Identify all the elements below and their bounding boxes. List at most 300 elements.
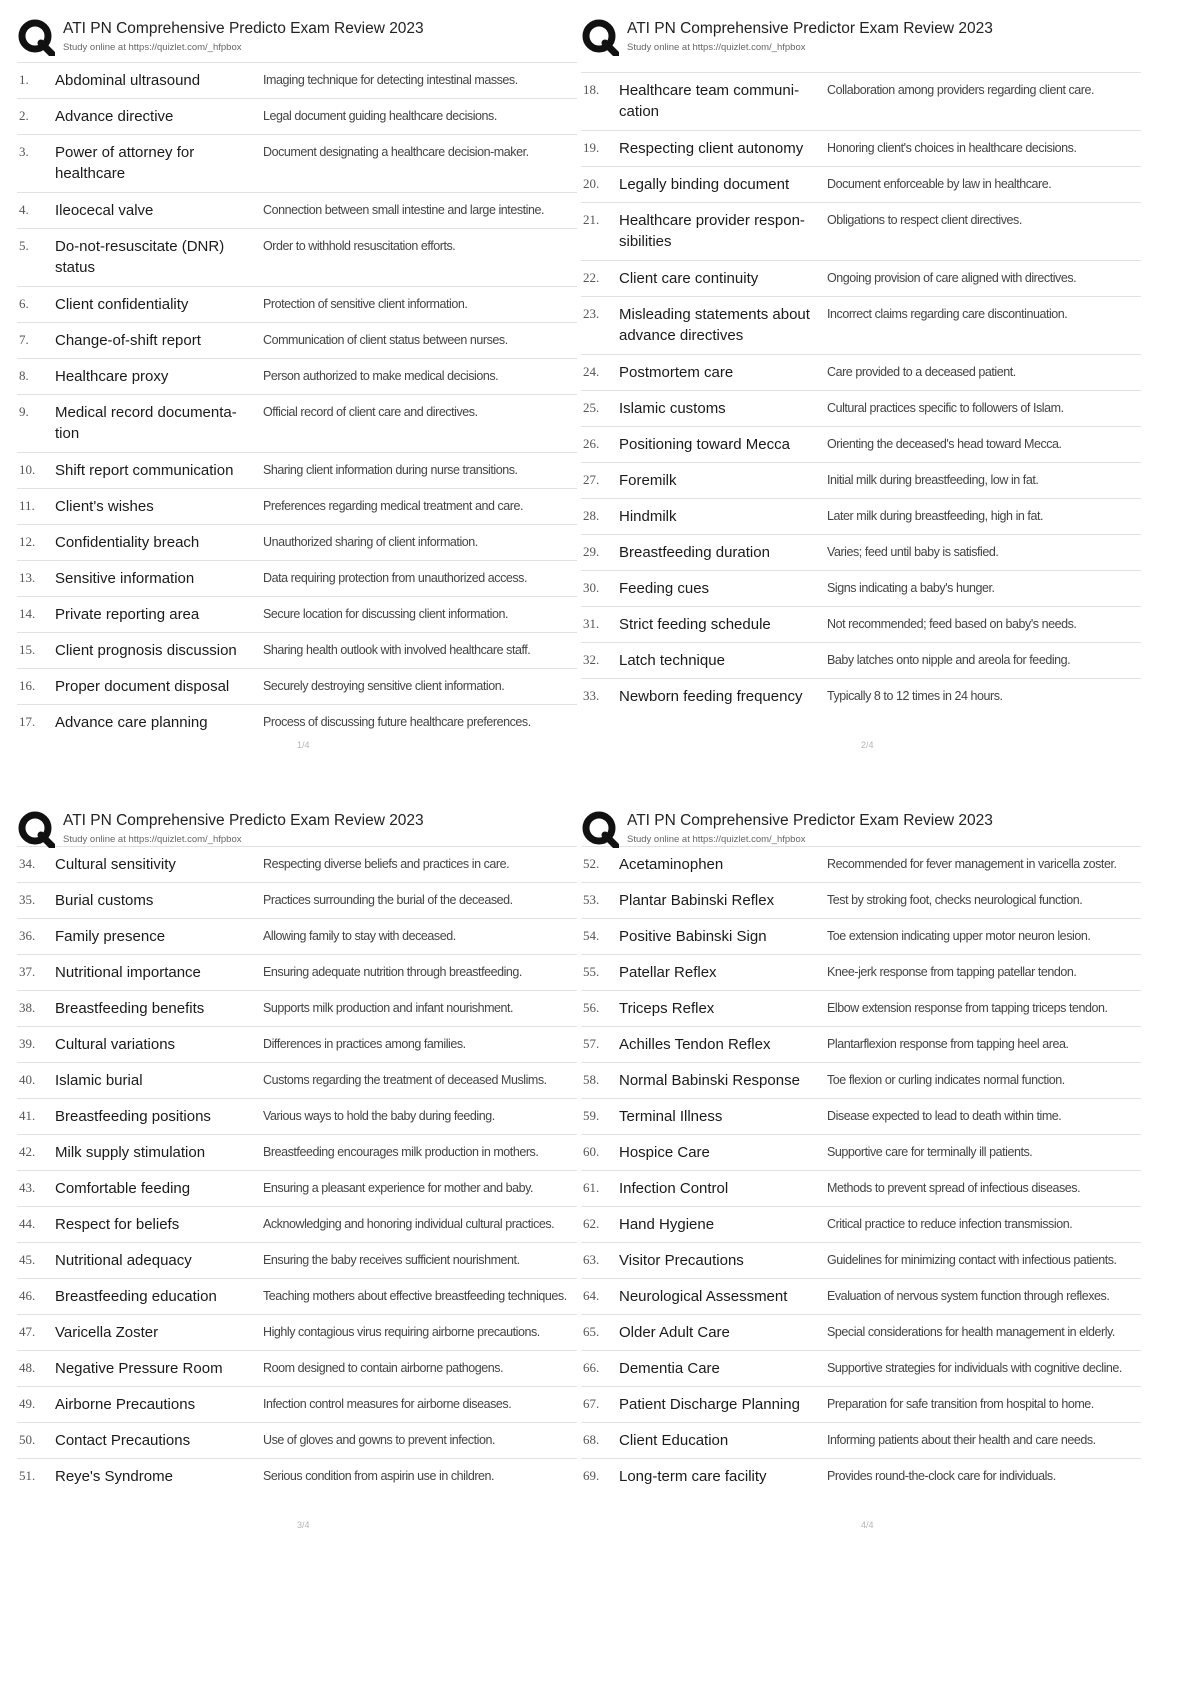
page-header bbox=[17, 18, 577, 62]
term-number: 34. bbox=[19, 856, 36, 871]
term-label: Advance care planning bbox=[55, 714, 208, 731]
term-number: 15. bbox=[19, 642, 36, 657]
term-label: Positive Babinski Sign bbox=[619, 928, 767, 945]
term-row bbox=[17, 98, 577, 134]
term-row bbox=[17, 192, 577, 228]
term-definition: Person authorized to make medical decisions. bbox=[263, 369, 499, 383]
study-online-link[interactable]: Study online at https://quizlet.com/_hfpbox bbox=[63, 834, 242, 845]
term-label: Dementia Care bbox=[619, 1360, 720, 1377]
term-label: Healthcare proxy bbox=[55, 368, 169, 385]
term-row bbox=[17, 394, 577, 452]
term-number: 6. bbox=[19, 296, 29, 311]
term-row bbox=[581, 1062, 1141, 1098]
term-definition: Highly contagious virus requiring airborne precautions. bbox=[263, 1325, 540, 1339]
term-number: 3. bbox=[19, 144, 29, 159]
term-definition: Ensuring adequate nutrition through breastfeeding. bbox=[263, 965, 522, 979]
term-row bbox=[17, 990, 577, 1026]
term-label: Nutritional importance bbox=[55, 964, 201, 981]
term-row bbox=[17, 134, 577, 192]
term-row bbox=[581, 1134, 1141, 1170]
term-definition: Obligations to respect client directives. bbox=[827, 213, 1022, 227]
term-number: 14. bbox=[19, 606, 36, 621]
term-definition: Care provided to a deceased patient. bbox=[827, 365, 1016, 379]
term-label: Do-not-resuscitate (DNR) status bbox=[55, 238, 225, 276]
term-definition: Sharing health outlook with involved healthcare staff. bbox=[263, 643, 531, 657]
term-label: Sensitive information bbox=[55, 570, 195, 587]
term-label: Shift report communication bbox=[55, 462, 234, 479]
term-definition: Elbow extension response from tapping triceps tendon. bbox=[827, 1001, 1108, 1015]
term-label: Proper document disposal bbox=[55, 678, 230, 695]
term-label: Healthcare provider respon-sibilities bbox=[619, 212, 805, 250]
term-row bbox=[581, 534, 1141, 570]
term-number: 45. bbox=[19, 1252, 36, 1267]
quizlet-q-logo-icon bbox=[17, 18, 55, 56]
term-label: Client confidentiality bbox=[55, 296, 189, 313]
term-number: 39. bbox=[19, 1036, 36, 1051]
page-title: ATI PN Comprehensive Predicto Exam Review 2023 bbox=[63, 812, 424, 829]
term-definition: Test by stroking foot, checks neurological function. bbox=[827, 893, 1083, 907]
term-label: Patient Discharge Planning bbox=[619, 1396, 800, 1413]
page-number: 3/4 bbox=[297, 1520, 310, 1530]
term-definition: Recommended for fever management in varicella zoster. bbox=[827, 857, 1117, 871]
term-definition: Preparation for safe transition from hospital to home. bbox=[827, 1397, 1094, 1411]
term-row bbox=[581, 166, 1141, 202]
term-number: 63. bbox=[583, 1252, 600, 1267]
term-definition: Not recommended; feed based on baby's needs. bbox=[827, 617, 1077, 631]
term-number: 68. bbox=[583, 1432, 600, 1447]
term-list bbox=[17, 846, 577, 1494]
term-number: 9. bbox=[19, 404, 29, 419]
term-definition: Supports milk production and infant nourishment. bbox=[263, 1001, 514, 1015]
term-definition: Infection control measures for airborne diseases. bbox=[263, 1397, 512, 1411]
term-definition: Teaching mothers about effective breastfeeding techniques. bbox=[263, 1289, 567, 1303]
term-definition: Order to withhold resuscitation efforts. bbox=[263, 239, 456, 253]
term-row bbox=[17, 1314, 577, 1350]
term-row bbox=[17, 1026, 577, 1062]
term-label: Patellar Reflex bbox=[619, 964, 717, 981]
term-row bbox=[581, 642, 1141, 678]
term-definition: Customs regarding the treatment of deceased Muslims. bbox=[263, 1073, 547, 1087]
term-number: 26. bbox=[583, 436, 600, 451]
term-number: 24. bbox=[583, 364, 600, 379]
term-label: Terminal Illness bbox=[619, 1108, 723, 1125]
term-number: 18. bbox=[583, 82, 600, 97]
term-definition: Preferences regarding medical treatment and care. bbox=[263, 499, 524, 513]
term-definition: Practices surrounding the burial of the deceased. bbox=[263, 893, 513, 907]
term-definition: Critical practice to reduce infection transmission. bbox=[827, 1217, 1073, 1231]
term-definition: Document enforceable by law in healthcare. bbox=[827, 177, 1052, 191]
term-label: Triceps Reflex bbox=[619, 1000, 715, 1017]
term-label: Reye's Syndrome bbox=[55, 1468, 173, 1485]
term-number: 59. bbox=[583, 1108, 600, 1123]
term-definition: Imaging technique for detecting intestinal masses. bbox=[263, 73, 518, 87]
term-label: Long-term care facility bbox=[619, 1468, 767, 1485]
term-row bbox=[581, 1278, 1141, 1314]
term-definition: Varies; feed until baby is satisfied. bbox=[827, 545, 999, 559]
term-definition: Breastfeeding encourages milk production in mothers. bbox=[263, 1145, 539, 1159]
term-number: 50. bbox=[19, 1432, 36, 1447]
term-definition: Ensuring a pleasant experience for mother and baby. bbox=[263, 1181, 534, 1195]
term-number: 2. bbox=[19, 108, 29, 123]
term-row bbox=[17, 560, 577, 596]
term-label: Visitor Precautions bbox=[619, 1252, 744, 1269]
term-number: 60. bbox=[583, 1144, 600, 1159]
term-row bbox=[581, 498, 1141, 534]
term-definition: Acknowledging and honoring individual cultural practices. bbox=[263, 1217, 555, 1231]
term-number: 20. bbox=[583, 176, 600, 191]
term-definition: Incorrect claims regarding care discontinuation. bbox=[827, 307, 1068, 321]
term-row bbox=[581, 1386, 1141, 1422]
term-number: 27. bbox=[583, 472, 600, 487]
term-row bbox=[581, 954, 1141, 990]
term-number: 4. bbox=[19, 202, 29, 217]
term-definition: Official record of client care and directives. bbox=[263, 405, 478, 419]
term-definition: Room designed to contain airborne pathogens. bbox=[263, 1361, 504, 1375]
term-number: 58. bbox=[583, 1072, 600, 1087]
term-label: Latch technique bbox=[619, 652, 725, 669]
page-number: 2/4 bbox=[861, 740, 874, 750]
term-definition: Legal document guiding healthcare decisions. bbox=[263, 109, 497, 123]
term-label: Achilles Tendon Reflex bbox=[619, 1036, 771, 1053]
term-row bbox=[17, 228, 577, 286]
term-number: 49. bbox=[19, 1396, 36, 1411]
term-definition: Plantarflexion response from tapping heel area. bbox=[827, 1037, 1069, 1051]
term-number: 8. bbox=[19, 368, 29, 383]
term-row bbox=[581, 882, 1141, 918]
term-label: Client Education bbox=[619, 1432, 729, 1449]
term-number: 31. bbox=[583, 616, 600, 631]
term-number: 47. bbox=[19, 1324, 36, 1339]
term-row bbox=[17, 322, 577, 358]
term-label: Varicella Zoster bbox=[55, 1324, 159, 1341]
term-label: Breastfeeding education bbox=[55, 1288, 217, 1305]
page-header bbox=[581, 18, 1141, 62]
term-row bbox=[17, 1134, 577, 1170]
term-row bbox=[581, 296, 1141, 354]
term-label: Change-of-shift report bbox=[55, 332, 201, 349]
term-number: 64. bbox=[583, 1288, 600, 1303]
term-label: Breastfeeding duration bbox=[619, 544, 770, 561]
term-number: 17. bbox=[19, 714, 36, 729]
term-label: Medical record documenta-tion bbox=[55, 404, 237, 442]
term-number: 32. bbox=[583, 652, 600, 667]
term-number: 65. bbox=[583, 1324, 600, 1339]
term-row bbox=[17, 668, 577, 704]
term-row bbox=[17, 1170, 577, 1206]
term-label: Family presence bbox=[55, 928, 166, 945]
term-row bbox=[581, 678, 1141, 714]
term-number: 61. bbox=[583, 1180, 600, 1195]
study-online-link[interactable]: Study online at https://quizlet.com/_hfpbox bbox=[627, 42, 806, 53]
term-row bbox=[581, 72, 1141, 130]
page-header bbox=[17, 810, 577, 854]
term-label: Hand Hygiene bbox=[619, 1216, 715, 1233]
term-number: 41. bbox=[19, 1108, 36, 1123]
page-number: 1/4 bbox=[297, 740, 310, 750]
term-label: Airborne Precautions bbox=[55, 1396, 196, 1413]
term-label: Breastfeeding positions bbox=[55, 1108, 211, 1125]
quizlet-q-logo-icon bbox=[581, 18, 619, 56]
term-label: Comfortable feeding bbox=[55, 1180, 191, 1197]
term-definition: Guidelines for minimizing contact with infectious patients. bbox=[827, 1253, 1117, 1267]
term-definition: Allowing family to stay with deceased. bbox=[263, 929, 456, 943]
term-definition: Typically 8 to 12 times in 24 hours. bbox=[827, 689, 1003, 703]
term-label: Acetaminophen bbox=[619, 856, 724, 873]
term-label: Respect for beliefs bbox=[55, 1216, 180, 1233]
term-number: 11. bbox=[19, 498, 35, 513]
term-list bbox=[17, 62, 577, 740]
page-number: 4/4 bbox=[861, 1520, 874, 1530]
term-number: 7. bbox=[19, 332, 29, 347]
term-definition: Baby latches onto nipple and areola for feeding. bbox=[827, 653, 1071, 667]
page-title: ATI PN Comprehensive Predictor Exam Review 2023 bbox=[627, 20, 993, 37]
study-online-link[interactable]: Study online at https://quizlet.com/_hfpbox bbox=[627, 834, 806, 845]
term-label: Cultural variations bbox=[55, 1036, 176, 1053]
term-label: Healthcare team communi-cation bbox=[619, 82, 800, 120]
term-row bbox=[581, 426, 1141, 462]
term-label: Client's wishes bbox=[55, 498, 154, 515]
term-label: Nutritional adequacy bbox=[55, 1252, 192, 1269]
term-definition: Methods to prevent spread of infectious diseases. bbox=[827, 1181, 1081, 1195]
term-label: Client care continuity bbox=[619, 270, 759, 287]
term-definition: Document designating a healthcare decision-maker. bbox=[263, 145, 529, 159]
term-number: 40. bbox=[19, 1072, 36, 1087]
term-row bbox=[581, 1026, 1141, 1062]
term-row bbox=[581, 1458, 1141, 1494]
term-label: Hindmilk bbox=[619, 508, 677, 525]
term-number: 69. bbox=[583, 1468, 600, 1483]
term-definition: Serious condition from aspirin use in children. bbox=[263, 1469, 495, 1483]
term-definition: Securely destroying sensitive client information. bbox=[263, 679, 505, 693]
term-label: Feeding cues bbox=[619, 580, 710, 597]
term-row bbox=[581, 1206, 1141, 1242]
term-definition: Disease expected to lead to death within time. bbox=[827, 1109, 1062, 1123]
term-label: Legally binding document bbox=[619, 176, 790, 193]
term-definition: Special considerations for health management in elderly. bbox=[827, 1325, 1115, 1339]
page-4 bbox=[581, 810, 1141, 1530]
quizlet-q-logo-icon bbox=[581, 810, 619, 848]
term-number: 25. bbox=[583, 400, 600, 415]
term-row bbox=[581, 354, 1141, 390]
term-label: Cultural sensitivity bbox=[55, 856, 176, 873]
term-label: Contact Precautions bbox=[55, 1432, 191, 1449]
term-list bbox=[581, 72, 1141, 714]
term-label: Plantar Babinski Reflex bbox=[619, 892, 775, 909]
term-definition: Data requiring protection from unauthorized access. bbox=[263, 571, 528, 585]
term-definition: Sharing client information during nurse transitions. bbox=[263, 463, 518, 477]
term-definition: Honoring client's choices in healthcare decisions. bbox=[827, 141, 1077, 155]
term-row bbox=[581, 606, 1141, 642]
term-definition: Ensuring the baby receives sufficient nourishment. bbox=[263, 1253, 520, 1267]
term-definition: Knee-jerk response from tapping patellar tendon. bbox=[827, 965, 1077, 979]
term-definition: Secure location for discussing client information. bbox=[263, 607, 508, 621]
term-number: 16. bbox=[19, 678, 36, 693]
term-number: 37. bbox=[19, 964, 36, 979]
term-number: 54. bbox=[583, 928, 600, 943]
term-label: Negative Pressure Room bbox=[55, 1360, 223, 1377]
term-definition: Communication of client status between nurses. bbox=[263, 333, 508, 347]
term-row bbox=[581, 1170, 1141, 1206]
term-number: 48. bbox=[19, 1360, 36, 1375]
term-definition: Use of gloves and gowns to prevent infection. bbox=[263, 1433, 495, 1447]
term-number: 52. bbox=[583, 856, 600, 871]
term-label: Abdominal ultrasound bbox=[55, 72, 201, 89]
term-row bbox=[17, 358, 577, 394]
quizlet-q-logo-icon bbox=[17, 810, 55, 848]
term-row bbox=[17, 704, 577, 740]
term-label: Foremilk bbox=[619, 472, 677, 489]
term-label: Ileocecal valve bbox=[55, 202, 154, 219]
term-definition: Provides round-the-clock care for individuals. bbox=[827, 1469, 1056, 1483]
term-definition: Supportive care for terminally ill patients. bbox=[827, 1145, 1033, 1159]
term-label: Newborn feeding frequency bbox=[619, 688, 803, 705]
term-definition: Protection of sensitive client information. bbox=[263, 297, 468, 311]
page-title: ATI PN Comprehensive Predictor Exam Review 2023 bbox=[627, 812, 993, 829]
term-number: 10. bbox=[19, 462, 36, 477]
term-label: Advance directive bbox=[55, 108, 174, 125]
term-number: 33. bbox=[583, 688, 600, 703]
term-number: 43. bbox=[19, 1180, 36, 1195]
term-number: 46. bbox=[19, 1288, 36, 1303]
term-list bbox=[581, 846, 1141, 1494]
term-row bbox=[17, 632, 577, 668]
term-definition: Connection between small intestine and large intestine. bbox=[263, 203, 544, 217]
term-number: 19. bbox=[583, 140, 600, 155]
term-definition: Differences in practices among families. bbox=[263, 1037, 466, 1051]
term-row bbox=[17, 1278, 577, 1314]
term-row bbox=[17, 882, 577, 918]
page-3 bbox=[17, 810, 577, 1530]
term-definition: Orienting the deceased's head toward Mecca. bbox=[827, 437, 1062, 451]
term-row bbox=[581, 1242, 1141, 1278]
term-row bbox=[581, 570, 1141, 606]
term-label: Private reporting area bbox=[55, 606, 200, 623]
term-number: 57. bbox=[583, 1036, 600, 1051]
term-number: 36. bbox=[19, 928, 36, 943]
term-row bbox=[17, 452, 577, 488]
term-number: 28. bbox=[583, 508, 600, 523]
term-row bbox=[17, 1242, 577, 1278]
term-label: Confidentiality breach bbox=[55, 534, 200, 551]
term-label: Infection Control bbox=[619, 1180, 729, 1197]
term-row bbox=[581, 1098, 1141, 1134]
term-label: Burial customs bbox=[55, 892, 154, 909]
term-number: 23. bbox=[583, 306, 600, 321]
term-label: Breastfeeding benefits bbox=[55, 1000, 205, 1017]
term-row bbox=[17, 1206, 577, 1242]
term-row bbox=[581, 462, 1141, 498]
term-definition: Respecting diverse beliefs and practices in care. bbox=[263, 857, 510, 871]
term-number: 55. bbox=[583, 964, 600, 979]
page-title: ATI PN Comprehensive Predicto Exam Review 2023 bbox=[63, 20, 424, 37]
term-definition: Cultural practices specific to followers of Islam. bbox=[827, 401, 1064, 415]
term-definition: Unauthorized sharing of client information. bbox=[263, 535, 478, 549]
term-label: Milk supply stimulation bbox=[55, 1144, 206, 1161]
term-definition: Supportive strategies for individuals with cognitive decline. bbox=[827, 1361, 1122, 1375]
term-row bbox=[17, 524, 577, 560]
page-header bbox=[581, 810, 1141, 854]
term-number: 30. bbox=[583, 580, 600, 595]
term-label: Misleading statements about advance directives bbox=[619, 306, 810, 344]
term-label: Postmortem care bbox=[619, 364, 734, 381]
term-label: Client prognosis discussion bbox=[55, 642, 237, 659]
term-number: 13. bbox=[19, 570, 36, 585]
term-number: 22. bbox=[583, 270, 600, 285]
term-definition: Various ways to hold the baby during feeding. bbox=[263, 1109, 495, 1123]
term-row bbox=[17, 1062, 577, 1098]
term-row bbox=[581, 260, 1141, 296]
term-row bbox=[17, 954, 577, 990]
term-label: Islamic customs bbox=[619, 400, 726, 417]
study-online-link[interactable]: Study online at https://quizlet.com/_hfpbox bbox=[63, 42, 242, 53]
term-row bbox=[581, 390, 1141, 426]
term-row bbox=[581, 990, 1141, 1026]
term-row bbox=[17, 1458, 577, 1494]
term-row bbox=[17, 1350, 577, 1386]
term-definition: Later milk during breastfeeding, high in fat. bbox=[827, 509, 1043, 523]
term-row bbox=[17, 918, 577, 954]
term-number: 29. bbox=[583, 544, 600, 559]
term-definition: Process of discussing future healthcare preferences. bbox=[263, 715, 531, 729]
term-number: 1. bbox=[19, 72, 29, 87]
term-definition: Toe flexion or curling indicates normal function. bbox=[827, 1073, 1065, 1087]
term-number: 42. bbox=[19, 1144, 36, 1159]
term-definition: Ongoing provision of care aligned with directives. bbox=[827, 271, 1077, 285]
term-definition: Collaboration among providers regarding client care. bbox=[827, 83, 1095, 97]
term-row bbox=[17, 62, 577, 98]
term-number: 44. bbox=[19, 1216, 36, 1231]
term-label: Respecting client autonomy bbox=[619, 140, 804, 157]
term-number: 62. bbox=[583, 1216, 600, 1231]
term-row bbox=[17, 596, 577, 632]
term-row bbox=[17, 1098, 577, 1134]
page-1 bbox=[17, 18, 577, 750]
term-label: Positioning toward Mecca bbox=[619, 436, 790, 453]
term-row bbox=[581, 130, 1141, 166]
term-row bbox=[581, 202, 1141, 260]
term-number: 56. bbox=[583, 1000, 600, 1015]
term-label: Normal Babinski Response bbox=[619, 1072, 800, 1089]
term-definition: Initial milk during breastfeeding, low in fat. bbox=[827, 473, 1039, 487]
term-definition: Evaluation of nervous system function through reflexes. bbox=[827, 1289, 1110, 1303]
term-label: Older Adult Care bbox=[619, 1324, 730, 1341]
term-row bbox=[581, 918, 1141, 954]
term-definition: Toe extension indicating upper motor neuron lesion. bbox=[827, 929, 1091, 943]
term-number: 51. bbox=[19, 1468, 36, 1483]
term-number: 38. bbox=[19, 1000, 36, 1015]
term-label: Strict feeding schedule bbox=[619, 616, 771, 633]
term-definition: Informing patients about their health and care needs. bbox=[827, 1433, 1096, 1447]
term-label: Power of attorney for healthcare bbox=[55, 144, 195, 182]
term-row bbox=[581, 1314, 1141, 1350]
term-label: Neurological Assessment bbox=[619, 1288, 788, 1305]
term-row bbox=[17, 1422, 577, 1458]
page-2 bbox=[581, 18, 1141, 750]
term-number: 53. bbox=[583, 892, 600, 907]
term-number: 67. bbox=[583, 1396, 600, 1411]
term-number: 35. bbox=[19, 892, 36, 907]
term-number: 66. bbox=[583, 1360, 600, 1375]
term-number: 5. bbox=[19, 238, 29, 253]
term-label: Hospice Care bbox=[619, 1144, 710, 1161]
term-number: 12. bbox=[19, 534, 36, 549]
term-definition: Signs indicating a baby's hunger. bbox=[827, 581, 995, 595]
term-label: Islamic burial bbox=[55, 1072, 143, 1089]
term-row bbox=[17, 1386, 577, 1422]
term-row bbox=[581, 1350, 1141, 1386]
term-row bbox=[17, 286, 577, 322]
term-row bbox=[17, 488, 577, 524]
